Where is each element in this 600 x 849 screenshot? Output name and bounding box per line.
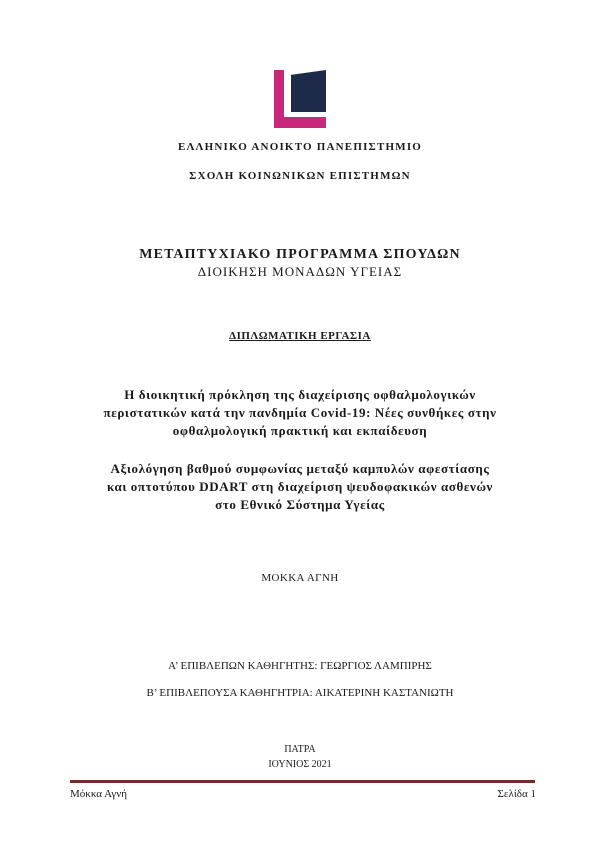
program-subtitle: ΔΙΟΙΚΗΣΗ ΜΟΝΑΔΩΝ ΥΓΕΙΑΣ	[197, 264, 403, 279]
thesis-subtitle	[0, 460, 600, 514]
page-number: Σελίδα 1	[497, 788, 536, 800]
thesis-subtitle-line: στο Εθνικό Σύστημα Υγείας	[215, 497, 385, 512]
footer-rule	[70, 780, 535, 783]
eap-logo-icon	[274, 70, 326, 128]
university-name: ΕΛΛΗΝΙΚΟ ΑΝΟΙΚΤΟ ΠΑΝΕΠΙΣΤΗΜΙΟ	[177, 141, 423, 153]
place: ΠΑΤΡΑ	[284, 744, 316, 755]
thesis-title-line: Η διοικητική πρόκληση της διαχείρισης οφθαλμολογικών	[124, 387, 476, 402]
thesis-title	[0, 386, 600, 440]
program-title: ΜΕΤΑΠΤΥΧΙΑΚΟ ΠΡΟΓΡΑΜΜΑ ΣΠΟΥΔΩΝ	[139, 247, 461, 262]
thesis-title-line: περιστατικών κατά την πανδημία Covid-19: Νέες συνθήκες στην	[103, 405, 497, 420]
document-type: ΔΙΠΛΩΜΑΤΙΚΗ ΕΡΓΑΣΙΑ	[229, 330, 371, 342]
date: ΙΟΥΝΙΟΣ 2021	[268, 759, 332, 770]
thesis-subtitle-line: Αξιολόγηση βαθμού συμφωνίας μεταξύ καμπυλών αφεστίασης	[110, 461, 490, 476]
first-supervisor: Α’ ΕΠΙΒΛΕΠΩΝ ΚΑΘΗΓΗΤΗΣ: ΓΕΩΡΓΙΟΣ ΛΑΜΠΙΡΗΣ	[168, 660, 432, 672]
author-name: ΜΟΚΚΑ ΑΓΝΗ	[261, 572, 339, 584]
second-supervisor: Β’ ΕΠΙΒΛΕΠΟΥΣΑ ΚΑΘΗΓΗΤΡΙΑ: ΑΙΚΑΤΕΡΙΝΗ ΚΑΣΤΑΝΙΩΤΗ	[146, 687, 454, 699]
school-name: ΣΧΟΛΗ ΚΟΙΝΩΝΙΚΩΝ ΕΠΙΣΤΗΜΩΝ	[189, 170, 411, 182]
thesis-title-line: οφθαλμολογική πρακτική και εκπαίδευση	[172, 423, 428, 438]
footer-author: Μόκκα Αγνή	[70, 788, 127, 800]
university-logo	[274, 70, 326, 128]
thesis-subtitle-line: και οπτοτύπου DDART στη διαχείριση ψευδοφακικών ασθενών	[107, 479, 493, 494]
